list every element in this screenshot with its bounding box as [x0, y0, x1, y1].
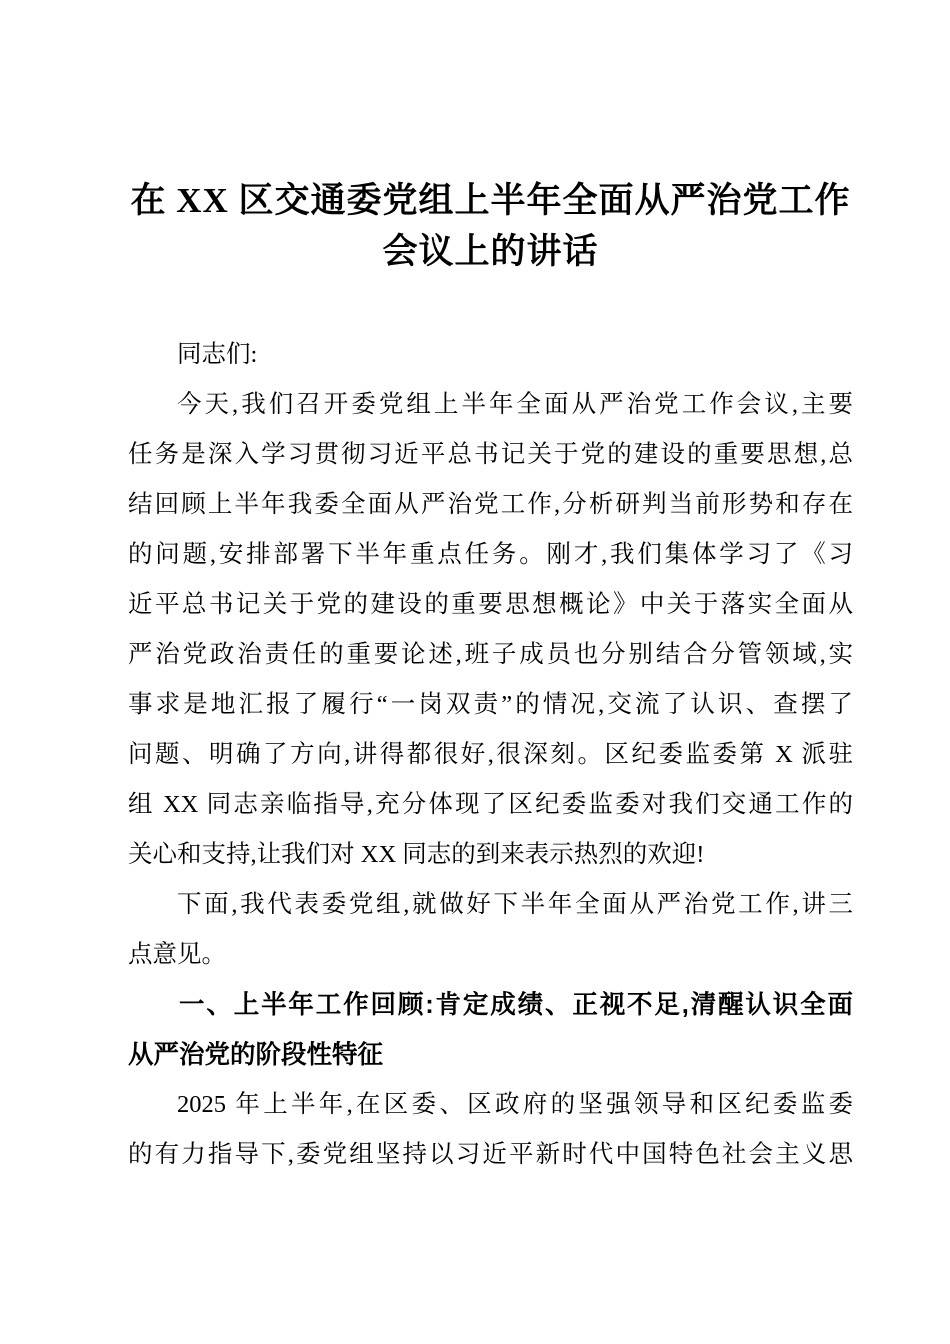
body-line: 近平总书记关于党的建设的重要思想概论》中关于落实全面从 — [128, 591, 853, 618]
body-line: 结回顾上半年我委全面从严治党工作,分析研判当前形势和存在 — [128, 491, 853, 518]
body-line: 问题、明确了方向,讲得都很好,很深刻。区纪委监委第 X 派驻 — [128, 741, 853, 768]
paragraph-salutation — [128, 330, 853, 380]
document-body — [128, 330, 853, 1180]
body-line: 2025 年上半年,在区委、区政府的坚强领导和区纪委监委 — [177, 1091, 853, 1118]
heading-line: 一、上半年工作回顾:肯定成绩、正视不足,清醒认识全面 — [179, 991, 853, 1019]
body-line: 的问题,安排部署下半年重点任务。刚才,我们集体学习了《习 — [128, 541, 853, 568]
body-line: 事求是地汇报了履行“一岗双责”的情况,交流了认识、查摆了 — [128, 691, 853, 718]
section-heading-1 — [128, 980, 853, 1080]
heading-line: 从严治党的阶段性特征 — [128, 1041, 384, 1069]
body-line: 今天,我们召开委党组上半年全面从严治党工作会议,主要 — [177, 391, 853, 418]
body-line: 组 XX 同志亲临指导,充分体现了区纪委监委对我们交通工作的 — [128, 791, 853, 818]
body-line: 点意见。 — [128, 941, 226, 968]
paragraph-review — [128, 1080, 853, 1180]
document-title — [128, 175, 853, 277]
paragraph-transition — [128, 880, 853, 980]
body-line: 严治党政治责任的重要论述,班子成员也分别结合分管领域,实 — [128, 641, 853, 668]
title-line-2: 会议上的讲话 — [382, 232, 599, 271]
body-line: 的有力指导下,委党组坚持以习近平新时代中国特色社会主义思 — [128, 1141, 853, 1168]
body-line: 同志们: — [177, 341, 258, 368]
body-line: 下面,我代表委党组,就做好下半年全面从严治党工作,讲三 — [177, 891, 853, 918]
document-content — [128, 0, 853, 1180]
title-line-1: 在 XX 区交通委党组上半年全面从严治党工作 — [130, 181, 851, 220]
paragraph-opening — [128, 380, 853, 880]
body-line: 关心和支持,让我们对 XX 同志的到来表示热烈的欢迎! — [128, 841, 705, 868]
body-line: 任务是深入学习贯彻习近平总书记关于党的建设的重要思想,总 — [128, 441, 853, 468]
